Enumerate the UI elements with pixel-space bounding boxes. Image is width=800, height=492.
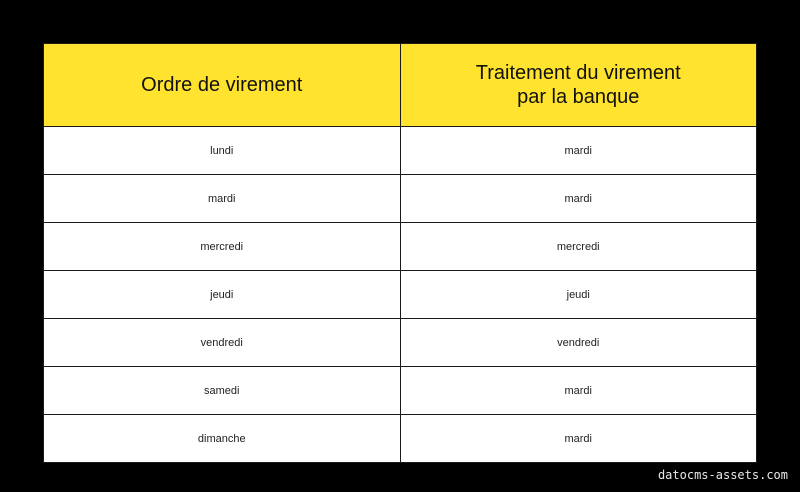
cell-processing-day: jeudi xyxy=(400,271,757,319)
cell-order-day: lundi xyxy=(44,127,401,175)
header-line: Ordre de virement xyxy=(141,74,303,96)
cell-order-day: jeudi xyxy=(44,271,401,319)
table-row xyxy=(44,175,757,223)
header-line: Traitement du virement xyxy=(475,62,681,84)
column-header-transfer-order xyxy=(44,44,401,127)
header-row xyxy=(44,44,757,127)
cell-order-day: samedi xyxy=(44,367,401,415)
table-header xyxy=(44,44,757,127)
table-row xyxy=(44,319,757,367)
table-row xyxy=(44,127,757,175)
cell-order-day: mardi xyxy=(44,175,401,223)
table-row xyxy=(44,415,757,463)
cell-order-day: vendredi xyxy=(44,319,401,367)
cell-processing-day: mardi xyxy=(400,127,757,175)
cell-order-day: dimanche xyxy=(44,415,401,463)
column-header-bank-processing xyxy=(400,44,757,127)
cell-processing-day: vendredi xyxy=(400,319,757,367)
cell-processing-day: mercredi xyxy=(400,223,757,271)
table-body xyxy=(44,127,757,463)
cell-order-day: mercredi xyxy=(44,223,401,271)
source-watermark: datocms-assets.com xyxy=(657,468,788,482)
header-line: par la banque xyxy=(517,86,640,108)
table-row xyxy=(44,271,757,319)
transfer-schedule-table xyxy=(42,42,758,464)
table-row xyxy=(44,223,757,271)
cell-processing-day: mardi xyxy=(400,175,757,223)
cell-processing-day: mardi xyxy=(400,415,757,463)
table-row xyxy=(44,367,757,415)
cell-processing-day: mardi xyxy=(400,367,757,415)
schedule-table xyxy=(43,43,757,463)
